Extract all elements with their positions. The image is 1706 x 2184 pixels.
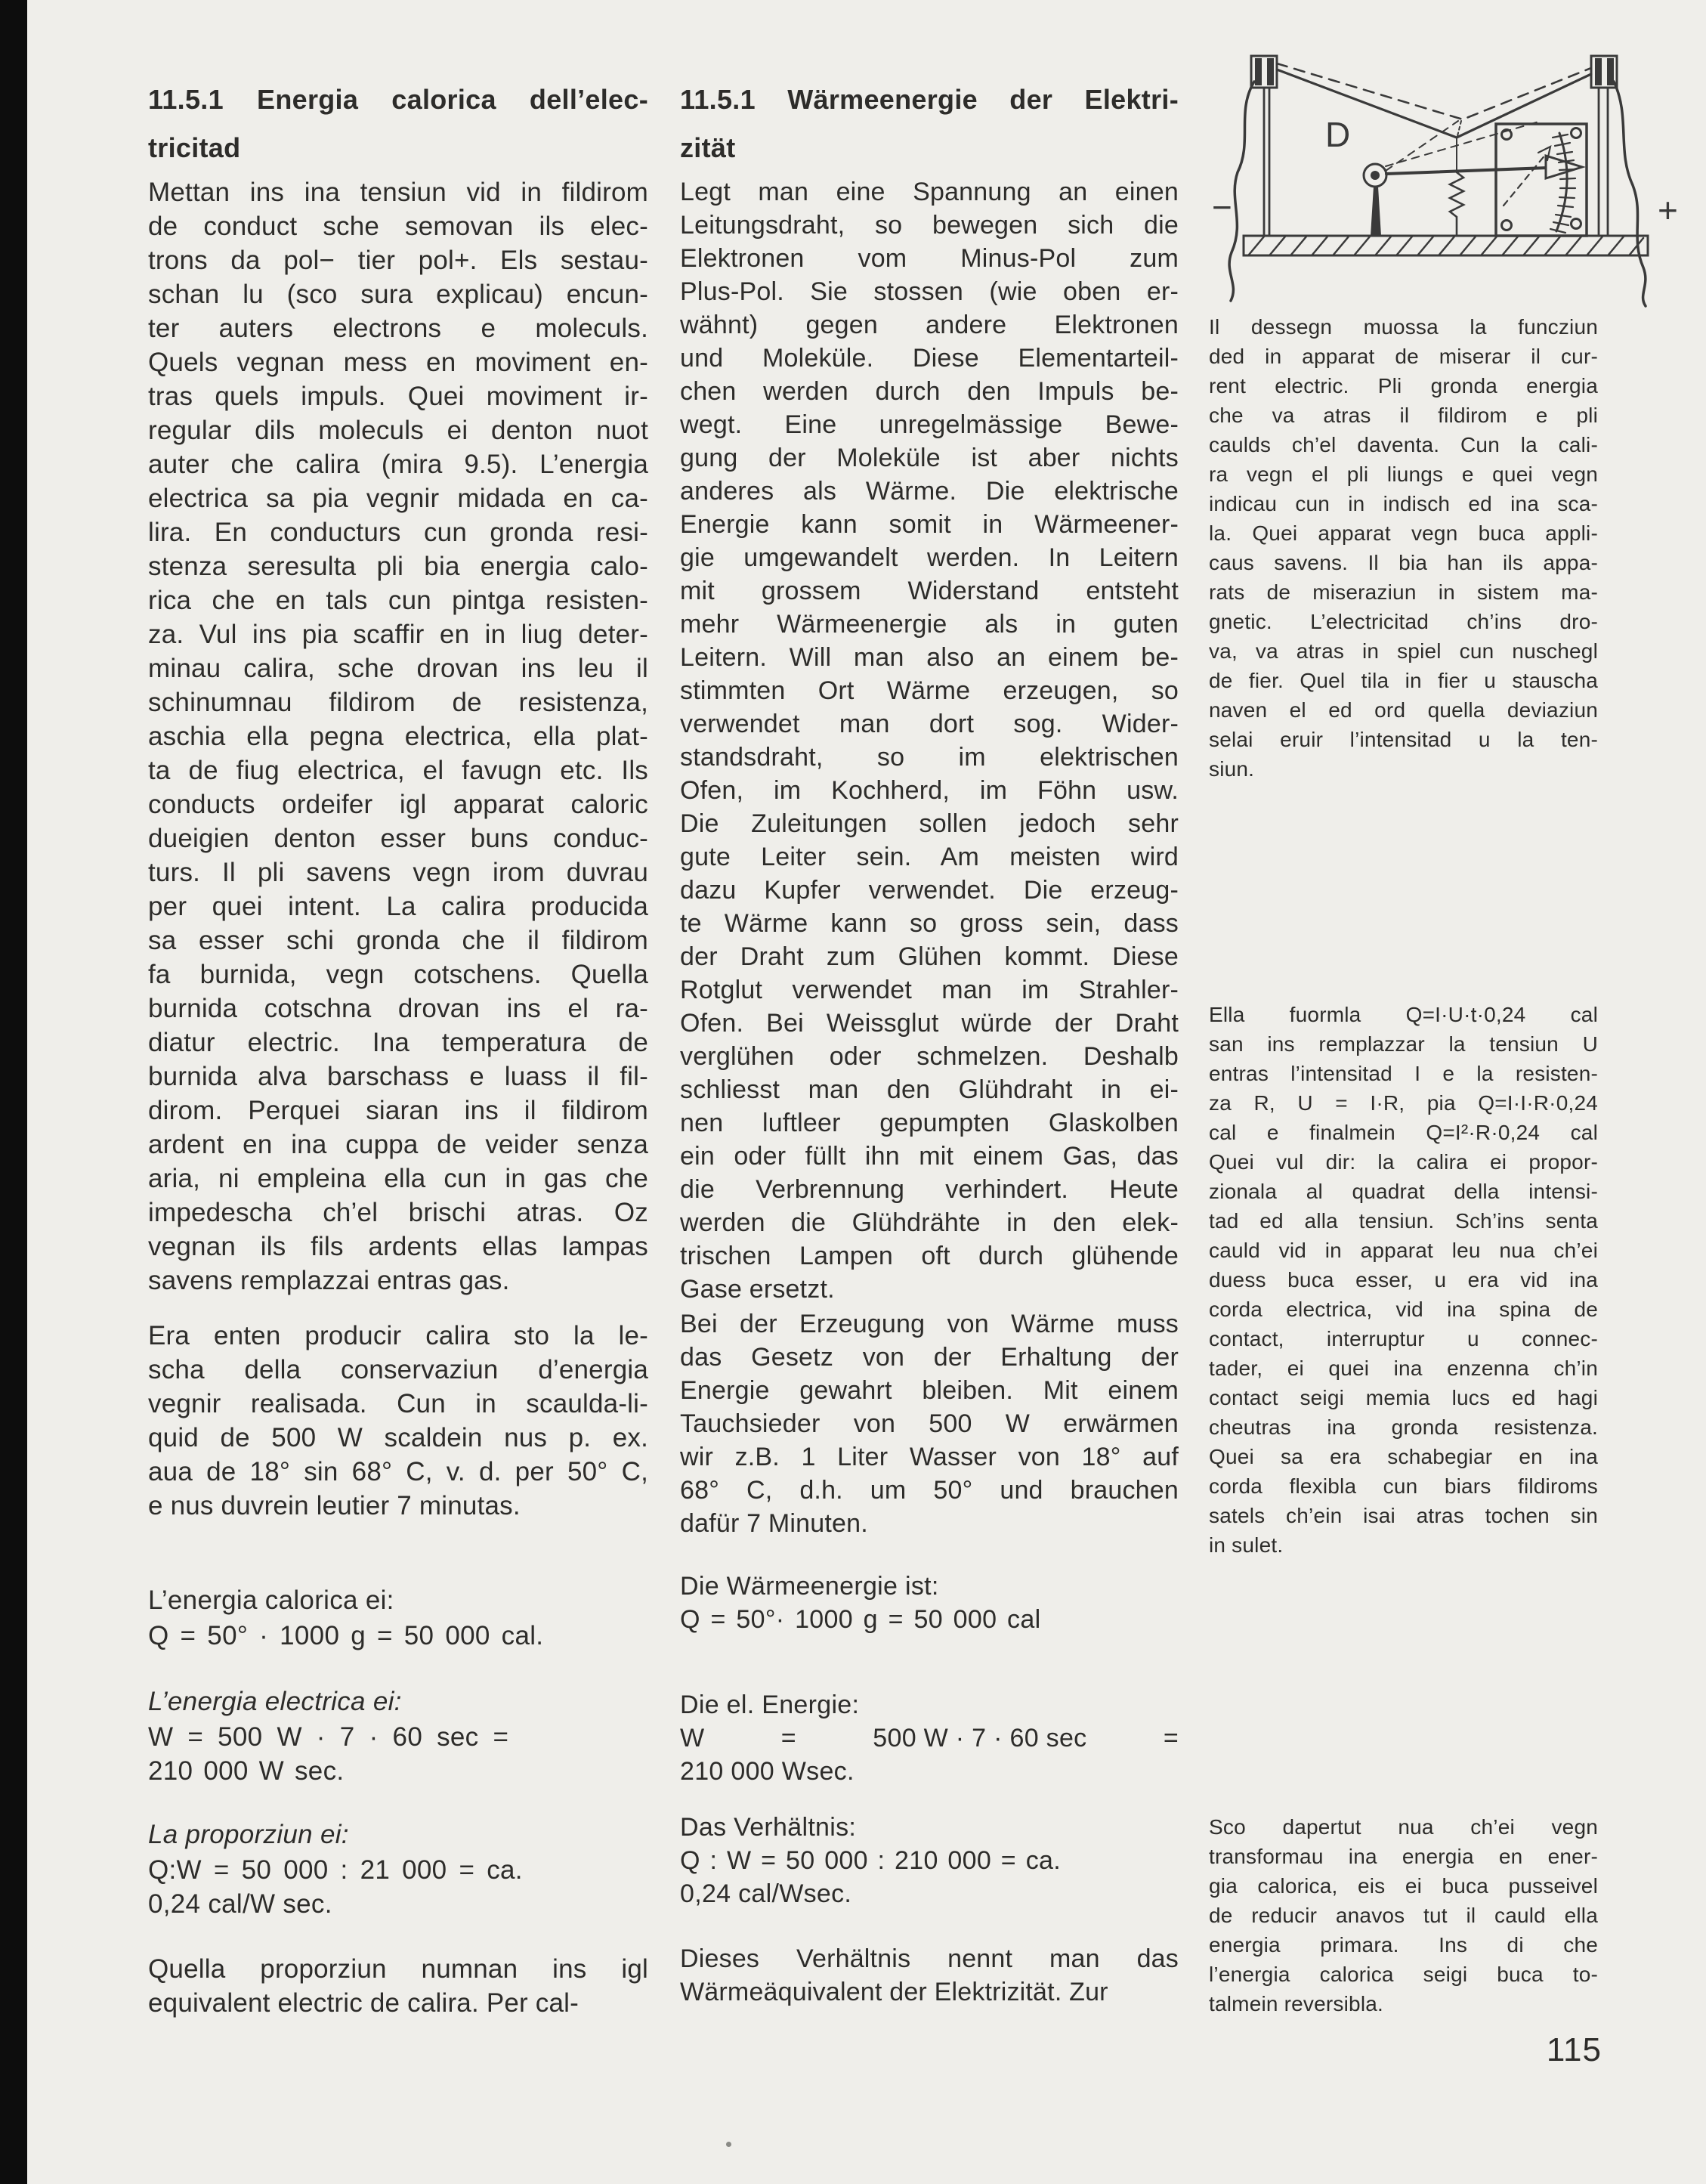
formula-equals-2: =: [1163, 1724, 1179, 1752]
pointer-arrow: [1386, 156, 1582, 178]
formula-equals-1: =: [780, 1724, 796, 1752]
scan-speck: [726, 2142, 731, 2147]
left-proportion-result: 0,24 cal/W sec.: [148, 1889, 332, 1919]
formula-w-symbol: W: [680, 1724, 705, 1752]
tension-spring: [1450, 172, 1463, 236]
right-column-para-3: Sco dapertut nua ch’ei vegn transformau ina energia en ener- gia calorica, eis ei buca pusseivel de reducir anavos tut il cauld ella energia primara. Ins di che l’energia calorica seigi buca to- talmein reversibla.: [1209, 1815, 1598, 2015]
base-board: [1244, 236, 1648, 255]
deflection-rays: [1386, 121, 1541, 171]
left-column-para-1: Mettan ins ina tensiun vid in fildirom de conduct sche semovan ils elec- trons da pol− tier pol+. Els sestau- schan lu (sco sura explicau) encun- ter auters electrons e moleculs. Quels vegnan mess en moviment en- tras quels impuls. Quei moviment ir- regular dils moleculs ei denton nuot auter che calira (mira 9.5). L’energia electrica sa pia vegnir midada en ca- lira. En conducturs cun gronda resi- stenza seresulta pli bia energia calo- rica che en tals cun pintga resisten- za. Vul ins pia scaffir en in liug deter- minau calira, sche drovan ins leu il schinumnau fildirom de resistenza, aschia ella pegna electrica, ella plat- ta de fiug electrica, el favugn etc. Ils conducts ordeifer igl apparat caloric dueigien denton esser buns conduc- turs. Il pli savens vegn irom duvrau per quei intent. La calira producida sa esser schi gronda che il fildirom fa burnida, vegn cotschens. Quella burnida cotschna drovan ins el ra- diatur electric. Ina temperatura de burnida alva barschass e luass il fil- dirom. Perquei siaran ins il fildirom ardent en ina cuppa de veider senza aria, ni empleina ella cun in gas che impedescha ch’el brischi atras. Oz vegnan ils fils ardents ellas lampas savens remplazzai entras gas.: [148, 178, 648, 1295]
middle-heat-heading: Die Wärmeenergie ist:: [680, 1572, 939, 1601]
left-calc-heading: L’energia calorica ei:: [148, 1585, 394, 1615]
scale-plate: [1496, 124, 1587, 236]
middle-electric-w-formula: [680, 1724, 1179, 1753]
left-calc-q-formula: Q = 50° · 1000 g = 50 000 cal.: [148, 1621, 544, 1650]
wire-label-d: D: [1325, 115, 1351, 154]
middle-ratio-formula: Q : W = 50 000 : 210 000 = ca.: [680, 1846, 1061, 1875]
middle-column-para-1: Legt man eine Spannung an einen Leitungsdraht, so bewegen sich die Elektronen vom Minus-Pol zum Plus-Pol. Sie stossen (wie oben er- wähnt) gegen andere Elektronen und Moleküle. Diese Elementarteil- chen werden durch den Impuls be- wegt. Eine unregelmässige Bewe- gung der Moleküle ist aber nichts anderes als Wärme. Die elektrische Energie kann somit in Wärmeener- gie umgewandelt werden. In Leitern mit grossem Widerstand entsteht mehr Wärmeenergie als in guten Leitern. Will man also an einem be- stimmten Ort Wärme erzeugen, so verwendet man dort sog. Wider- standsdraht, so im elektrischen Ofen, im Kochherd, im Föhn usw. Die Zuleitungen sollen jedoch sehr gute Leiter sein. Am meisten wird dazu Kupfer verwendet. Die erzeug- te Wärme kann so gross sein, dass der Draht zum Glühen kommt. Diese Rotglut verwendet man im Strahler- Ofen. Bei Weissglut würde der Draht verglühen oder schmelzen. Deshalb schliesst man den Glühdraht in ei- nen luftleer gepumpten Glaskolben ein oder füllt ihn mit einem Gas, das die Verbrennung verhindert. Heute werden die Glühdrähte in den elek- trischen Lampen oft durch glühende Gase ersetzt.: [680, 178, 1179, 1304]
left-electric-w-result: 210 000 W sec.: [148, 1756, 345, 1786]
middle-electric-heading: Die el. Energie:: [680, 1691, 860, 1719]
middle-ratio-heading: Das Verhältnis:: [680, 1813, 857, 1842]
right-column-para-2: Ella fuormla Q=I·U·t·0,24 cal san ins remplazzar la tensiun U entras l’intensitad I e la resisten- za R, U = I·R, pia Q=I·I·R·0,24 cal e finalmein Q=I²·R·0,24 cal Quei vul dir: la calira ei propor- zionala al quadrat della intensi- tad ed alla tensiun. Sch’ins senta cauld vid in apparat leu nua ch’ei duess buca esser, u era vid ina corda electrica, vid ina spina de contact, interruptur u connec- tader, ei quei ina enzenna ch’in contact seigi memia lucs ed hagi cheutras ina gronda resistenza. Quei sa era schabegiar en ina corda flexibla cun biars fildiroms satels ch’ein isai atras tochen sin in sulet.: [1209, 1003, 1598, 1557]
middle-column-para-3: Dieses Verhältnis nennt man das Wärmeäquivalent der Elektrizität. Zur: [680, 1944, 1179, 2006]
dashed-pointer-position: [1504, 154, 1546, 206]
terminal-blocks: [1251, 56, 1617, 88]
hot-wire-ammeter-figure: [1207, 45, 1703, 310]
left-electric-heading: L’energia electrica ei:: [148, 1687, 402, 1716]
middle-electric-w-result: 210 000 Wsec.: [680, 1757, 855, 1786]
hot-wire: [1277, 63, 1591, 172]
formula-product: 500 W · 7 · 60 sec: [873, 1724, 1087, 1752]
left-proportion-heading: La proporziun ei:: [148, 1820, 349, 1849]
left-electric-w-formula: W = 500 W · 7 · 60 sec =: [148, 1722, 509, 1752]
page-number: 115: [1546, 2031, 1602, 2068]
scan-edge-band: [0, 0, 27, 2184]
middle-column-para-2: Bei der Erzeugung von Wärme muss das Gesetz von der Erhaltung der Energie gewahrt bleiben. Mit einem Tauchsieder von 500 W erwärmen wir z.B. 1 Liter Wasser von 18° auf 68° C, d.h. um 50° und brauchen dafür 7 Minuten.: [680, 1310, 1179, 1538]
middle-column-heading: 11.5.1 Wärmeenergie der Elektri- zität: [680, 84, 1179, 163]
left-proportion-formula: Q:W = 50 000 : 21 000 = ca.: [148, 1855, 523, 1885]
pointer-pivot: [1364, 164, 1386, 236]
lead-wires: [1229, 82, 1646, 306]
middle-heat-q-formula: Q = 50°· 1000 g = 50 000 cal: [680, 1605, 1041, 1634]
minus-pole-label: −: [1212, 187, 1232, 227]
left-column-heading: 11.5.1 Energia calorica dell’elec- tricitad: [148, 84, 648, 163]
left-column-para-2: Era enten producir calira sto la le- scha della conservaziun d’energia vegnir realisada. Cun in scaulda-li- quid de 500 W scaldein nus p. ex. aua de 18° sin 68° C, v. d. per 50° C, e nus duvrein leutier 7 minutas.: [148, 1321, 648, 1520]
left-column-para-3: Quella proporziun numnan ins igl equivalent electric de calira. Per cal-: [148, 1954, 648, 2018]
middle-ratio-result: 0,24 cal/Wsec.: [680, 1879, 852, 1908]
plus-pole-label: +: [1658, 190, 1678, 230]
right-column-para-1: Il dessegn muossa la funcziun ded in apparat de miserar il cur- rent electric. Pli gronda energia che va atras il fildirom e pli caulds ch’el daventa. Cun la cali- ra vegn el pli liungs e quei vegn indicau cun in indisch ed ina sca- la. Quei apparat vegn buca appli- caus savens. Il bia han ils appa- rats de miseraziun in sistem ma- gnetic. L’electricitad ch’ins dro- va, va atras in spiel cun nuschegl de fier. Quel tila in fier u stauscha naven el ed ord quella deviaziun selai eruir l’intensitad u la ten- siun.: [1209, 315, 1598, 781]
